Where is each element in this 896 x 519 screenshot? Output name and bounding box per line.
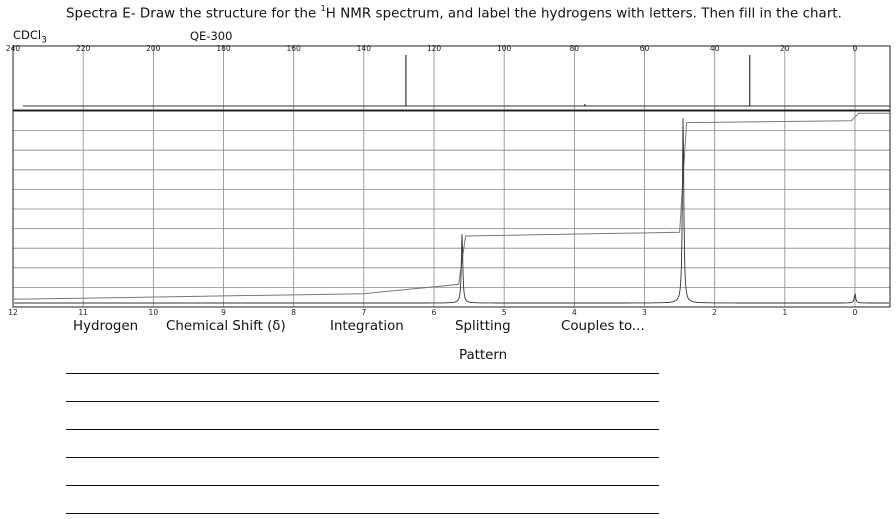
c13-tick-label: 160: [286, 44, 301, 53]
c13-peaks: [406, 55, 750, 106]
answer-row-line[interactable]: [66, 485, 659, 486]
h1-tick-label: 4: [571, 308, 577, 317]
answer-row-line[interactable]: [66, 429, 659, 430]
h1-tick-label: 1: [782, 308, 788, 317]
c13-frame: [13, 46, 890, 110]
h1-tick-label: 8: [291, 308, 297, 317]
h1-tick-label: 6: [431, 308, 437, 317]
column-header-chemical-shift: Chemical Shift (δ): [166, 319, 286, 334]
h1-tick-label: 11: [78, 308, 88, 317]
c13-tick-label: 240: [5, 44, 21, 53]
solvent-label: CDCl$_3$: [13, 28, 47, 46]
c13-tick-label: 140: [356, 44, 371, 53]
c13-tick-label: 80: [569, 44, 580, 53]
h1-tick-label: 3: [642, 308, 647, 317]
c13-tick-label: 0: [852, 44, 858, 53]
h1-grid: [13, 111, 890, 307]
c13-tick-label: 40: [709, 44, 720, 53]
answer-row-line[interactable]: [66, 401, 659, 402]
c13-tick-label: 100: [497, 44, 512, 53]
h1-integration-curve: [13, 113, 890, 299]
h1-tick-label: 2: [712, 308, 718, 317]
h1-tick-label: 7: [361, 308, 367, 317]
answer-row-line[interactable]: [66, 457, 659, 458]
column-header-integration: Integration: [330, 319, 404, 334]
c13-tick-label: 200: [146, 44, 161, 53]
column-header-pattern: Pattern: [459, 348, 508, 363]
c13-tick-labels: [6, 44, 858, 53]
c13-grid: [13, 46, 855, 110]
column-header-couples-to: Couples to...: [561, 319, 645, 334]
c13-tick-label: 220: [76, 44, 91, 53]
h1-tick-labels: [8, 308, 857, 317]
c13-tick-label: 20: [780, 44, 790, 53]
page-title: Spectra E- Draw the structure for the $^1$H NMR spectrum, and label the hydrogens with letters. Then fill in the chart.: [66, 4, 842, 22]
c13-spectrum: [6, 44, 890, 110]
h1-tick-label: 0: [852, 308, 858, 317]
c13-tick-label: 60: [639, 44, 650, 53]
column-header-hydrogen: Hydrogen: [73, 319, 139, 334]
h1-tick-label: 9: [221, 308, 226, 317]
answer-row-line[interactable]: [66, 373, 659, 374]
instrument-label: QE-300: [190, 29, 233, 43]
c13-tick-label: 120: [426, 44, 442, 53]
h1-tick-label: 5: [501, 308, 507, 317]
h1-spectrum: [8, 111, 890, 317]
column-header-splitting: Splitting: [455, 319, 511, 334]
h1-spectrum-trace: [14, 118, 889, 303]
c13-tick-label: 180: [216, 44, 231, 53]
h1-tick-label: 10: [148, 308, 159, 317]
answer-row-line[interactable]: [66, 513, 659, 514]
h1-tick-label: 12: [8, 308, 18, 317]
